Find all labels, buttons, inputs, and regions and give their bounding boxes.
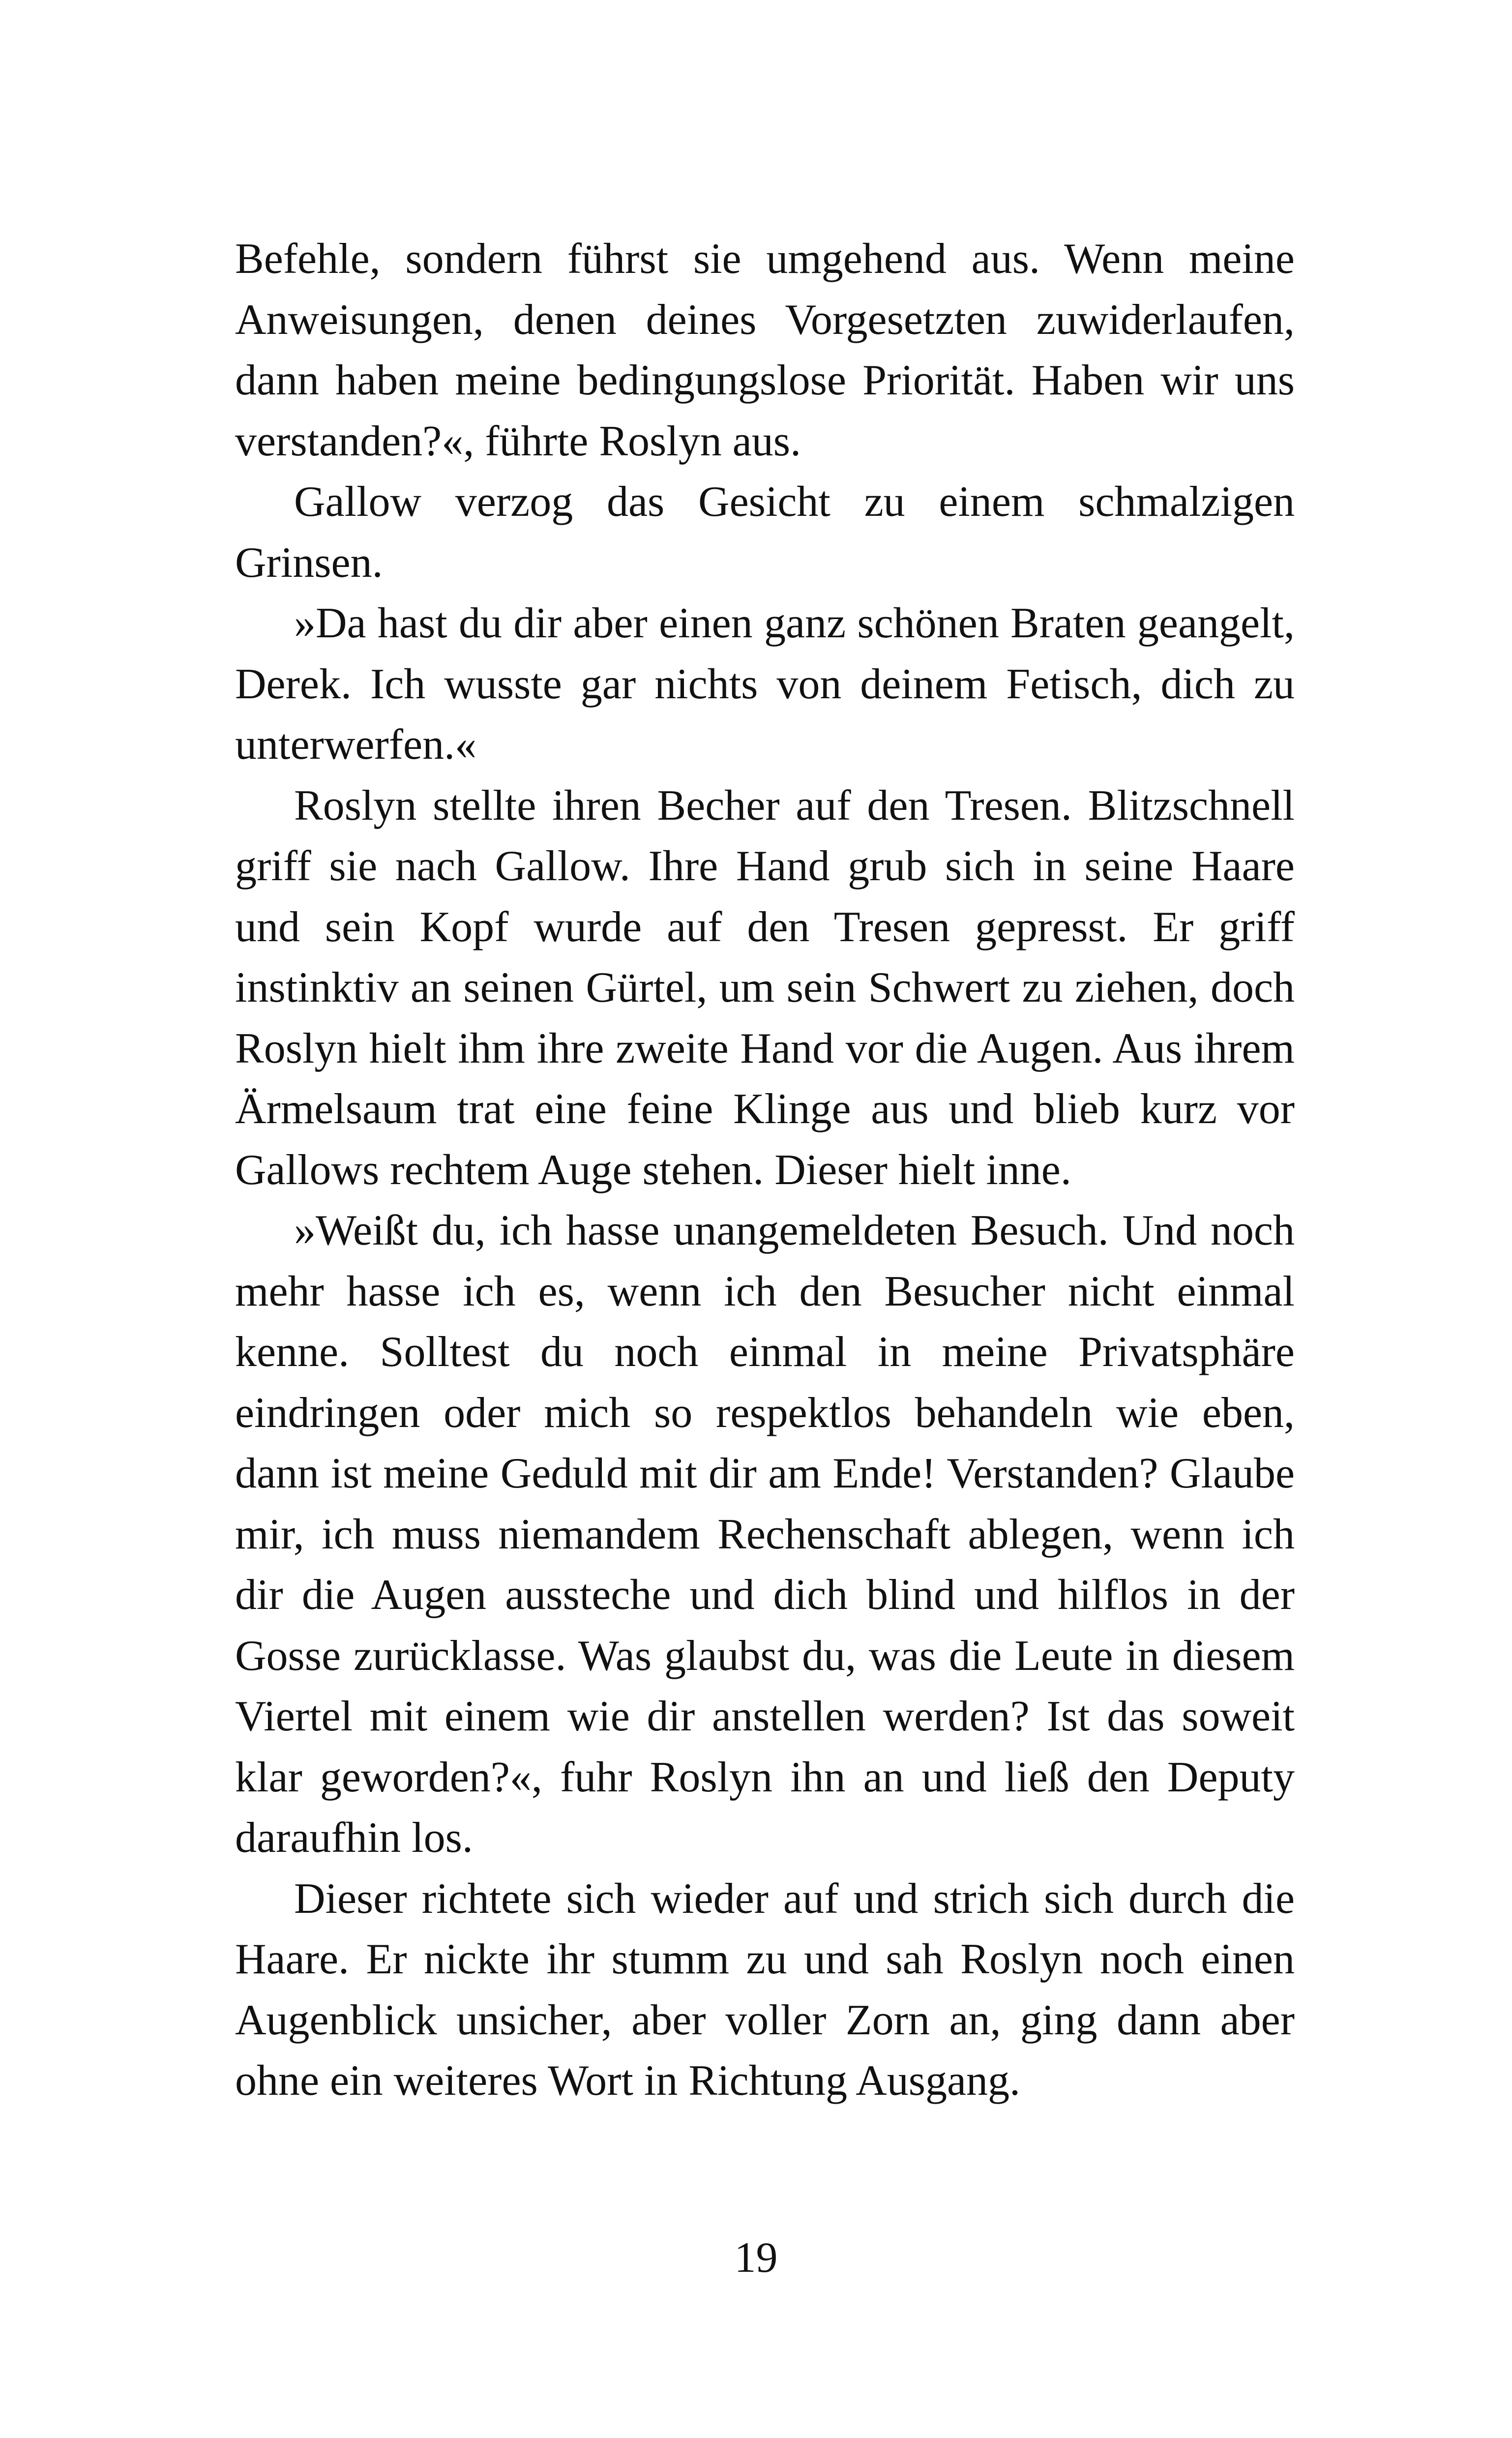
paragraph: Gallow verzog das Gesicht zu einem schmalzigen Grinsen.	[235, 478, 1295, 587]
paragraph: Roslyn stellte ihren Becher auf den Tresen. Blitzschnell griff sie nach Gallow. Ihre Hand grub sich in seine Haare und sein Kopf wurde auf den Tresen gepresst. Er griff instinktiv an seinen Gürtel, um sein Schwert zu ziehen, doch Roslyn hielt ihm ihre zweite Hand vor die Augen. Aus ihrem Ärmelsaum trat eine feine Klinge aus und blieb kurz vor Gallows rechtem Auge stehen. Dieser hielt inne.	[235, 781, 1295, 1194]
paragraph: »Weißt du, ich hasse unangemeldeten Besuch. Und noch mehr hasse ich es, wenn ich den Besucher nicht einmal kenne. Solltest du noch einmal in meine Privatsphäre eindringen oder mich so respektlos behandeln wie eben, dann ist meine Geduld mit dir am Ende! Verstanden? Glaube mir, ich muss niemandem Rechenschaft ablegen, wenn ich dir die Augen aussteche und dich blind und hilflos in der Gosse zurücklasse. Was glaubst du, was die Leute in diesem Viertel mit einem wie dir anstellen werden? Ist das soweit klar geworden?«, fuhr Roslyn ihn an und ließ den Deputy daraufhin los.	[235, 1207, 1295, 1862]
paragraph: Dieser richtete sich wieder auf und strich sich durch die Haare. Er nickte ihr stumm zu und sah Roslyn noch einen Augenblick unsicher, aber voller Zorn an, ging dann aber ohne ein weiteres Wort in Richtung Ausgang.	[235, 1874, 1295, 2105]
page-number: 19	[734, 2234, 778, 2282]
paragraph-continuation: Befehle, sondern führst sie umgehend aus. Wenn meine Anweisungen, denen deines Vorgesetzten zuwiderlaufen, dann haben meine bedingungslose Priorität. Haben wir uns verstanden?«, führte Roslyn aus.	[235, 235, 1295, 465]
paragraph: »Da hast du dir aber einen ganz schönen Braten geangelt, Derek. Ich wusste gar nichts von deinem Fetisch, dich zu unterwerfen.«	[235, 599, 1295, 769]
body-text	[235, 229, 1295, 2111]
